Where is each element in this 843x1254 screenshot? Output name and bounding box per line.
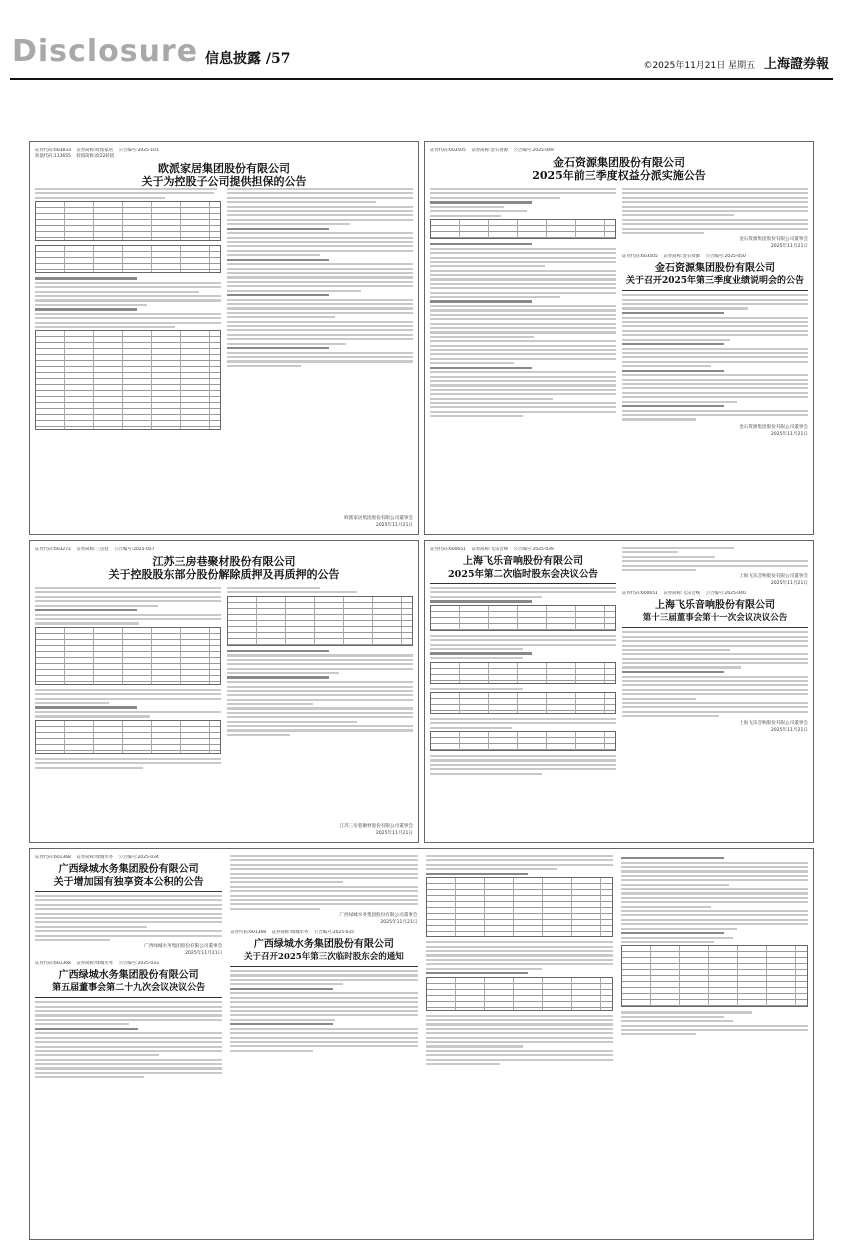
notice-title: 第十三届董事会第十一次会议决议公告 [642,613,788,624]
attendance-table [430,605,616,631]
notice-signature: 广西绿城水务集团股份有限公司董事会 2025年11月21日 [144,944,223,957]
notice-panel-lvcheng [29,848,814,1240]
notice-title: 关于为控股子公司提供担保的公告 [141,175,307,188]
notice-title: 关于控股股东部分股份解除质押及再质押的公告 [108,568,340,581]
proxy-form-table [621,945,808,1007]
notice-title: 第五届董事会第二十九次会议决议公告 [52,983,206,994]
notice-body [35,587,413,822]
repledge-table [35,720,221,754]
masthead [0,0,843,80]
notice-meta: 证券代码:601368 证券简称:绿城水务 公告编号:2025-033 [35,961,159,967]
notice-meta: 证券代码:601368 证券简称:绿城水务 公告编号:2025-035 [230,930,355,936]
notice-meta: 证券代码:603505 证券简称:金石资源 公告编号:2025-049 [430,148,554,153]
notice-signature: 江苏三房巷聚材股份有限公司董事会 2025年11月21日 [339,824,413,836]
notice-panel-oppein [29,141,419,535]
notice-body [430,547,808,836]
notice-title: 2025年前三季度权益分派实施公告 [532,169,706,182]
notice-title: 2025年第二次临时股东会决议公告 [448,569,598,580]
company-name: 金石资源集团股份有限公司 [655,263,775,275]
masthead-wordmark: Disclosure [12,34,199,69]
guarantee-table [35,201,221,241]
notice-title: 关于召开2025年第三季度业绩说明会的公告 [625,276,805,287]
company-name: 广西绿城水务集团股份有限公司 [58,970,199,982]
cumulative-pledge-table [227,596,413,646]
masthead-rule [10,78,833,80]
notice-meta: 证券代码:603505 证券简称:金石资源 公告编号:2025-050 [622,254,746,260]
notice-body [35,188,413,514]
company-name: 上海飞乐音响股份有限公司 [463,556,583,567]
notice-signature: 金石资源集团股份有限公司董事会 2025年11月21日 [739,424,808,437]
company-name: 欧派家居集团股份有限公司 [158,162,290,175]
notice-body [430,188,808,528]
notice-meta: 证券代码:603272 证券简称:三房巷 公告编号:2025-057 [35,547,155,552]
subsidiary-info-table [35,330,221,430]
masthead-date-brand [643,53,829,72]
shareholder-class-table [426,977,613,1011]
voting-table [430,731,616,751]
notice-signature: 欧派家居集团股份有限公司董事会 2025年11月21日 [344,516,413,528]
notice-signature: 上海飞乐音响股份有限公司董事会 2025年11月21日 [739,721,808,734]
notice-meta: 证券代码:600651 证券简称:飞乐音响 公告编号:2025-040 [622,591,746,597]
company-name: 金石资源集团股份有限公司 [553,156,685,169]
company-name: 广西绿城水务集团股份有限公司 [58,864,199,875]
notice-title: 关于召开2025年第三次临时股东会的通知 [244,952,404,963]
voting-table [430,692,616,714]
guarantee-table [35,245,221,273]
notice-panel-jinshi [424,141,814,535]
notice-meta: 证券代码:601368 证券简称:绿城水务 公告编号:2025-034 [35,855,159,860]
notice-body [35,855,808,1233]
notice-panel-feilo [424,540,814,843]
notice-signature: 上海飞乐音响股份有限公司董事会 2025年11月21日 [739,574,808,587]
voting-table [430,662,616,684]
company-name: 江苏三房巷聚材股份有限公司 [152,555,296,568]
notice-meta: 证券代码:600651 证券简称:飞乐音响 公告编号:2025-039 [430,547,554,552]
newspaper-brand: 上海證券報 [763,57,829,72]
company-name: 广西绿城水务集团股份有限公司 [253,939,394,951]
notice-signature: 金石资源集团股份有限公司董事会 2025年11月21日 [739,237,808,250]
proposal-table [426,877,613,937]
pledge-release-table [35,627,221,685]
notice-signature: 广西绿城水务集团股份有限公司董事会 2025年11月21日 [339,913,418,926]
issue-date: ©2025年11月21日 星期五 [643,61,756,71]
notice-panel-sanfangxiang [29,540,419,843]
notice-meta: 证券代码:603833 证券简称:欧派家居 公告编号:2025-101 转债代码:113655 转债简称:欧22转债 [35,148,159,159]
company-name: 上海飞乐音响股份有限公司 [655,600,775,612]
notice-title: 关于增加国有独享资本公积的公告 [53,877,204,888]
dividend-date-table [430,219,616,239]
page-column-title: 信息披露 /57 [205,51,291,67]
